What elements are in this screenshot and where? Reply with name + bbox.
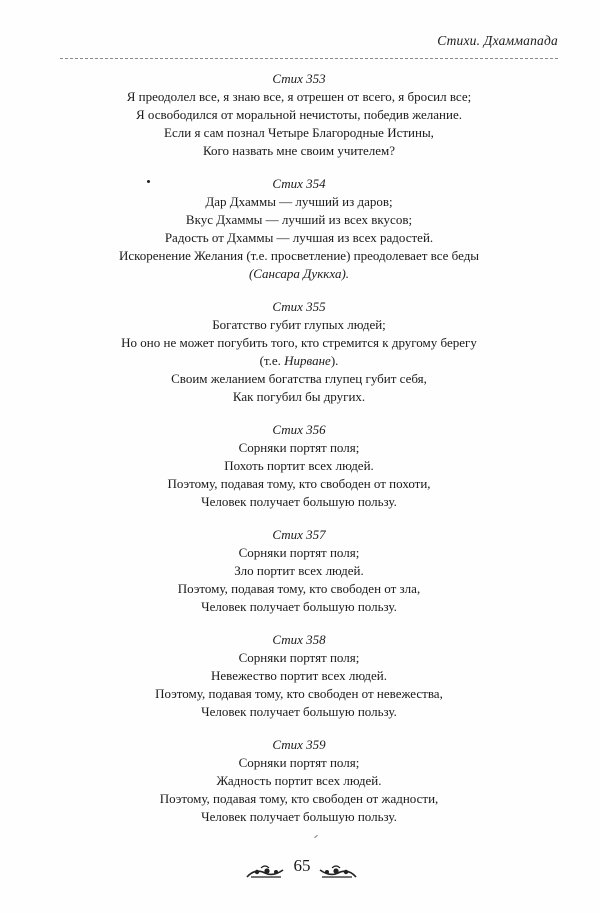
verse-355 (40, 298, 558, 406)
verse-line (40, 265, 558, 283)
verse-title: Стих 353 (272, 71, 326, 86)
verse-359 (40, 736, 558, 826)
verse-line: Сорняки портят поля; (238, 755, 360, 770)
verses-container (40, 70, 558, 841)
italic-term: (Сансара Дуккха). (248, 266, 350, 281)
verse-line: Дар Дхаммы — лучший из даров; (205, 194, 393, 209)
verse-title: Стих 357 (272, 527, 326, 542)
verse-line: Зло портит всех людей. (234, 563, 364, 578)
verse-line: Кого назвать мне своим учителем? (202, 143, 396, 158)
italic-term: Нирване (284, 353, 331, 368)
verse-line: Поэтому, подавая тому, кто свободен от зла, (177, 581, 421, 596)
verse-line: Человек получает большую пользу. (201, 809, 397, 824)
verse-line: Если я сам познал Четыре Благородные Истины, (164, 125, 434, 140)
paren-prefix: (т.е. (259, 353, 285, 368)
verse-line (40, 352, 558, 370)
verse-title: Стих 354 (272, 176, 326, 191)
verse-358 (40, 631, 558, 721)
verse-356 (40, 421, 558, 511)
verse-title: Стих 356 (272, 422, 326, 437)
paren-suffix: ). (330, 353, 339, 368)
verse-line: Поэтому, подавая тому, кто свободен от похоти, (167, 476, 431, 491)
verse-title: Стих 359 (272, 737, 326, 752)
verse-line: Поэтому, подавая тому, кто свободен от жадности, (159, 791, 439, 806)
verse-line: Невежество портит всех людей. (211, 668, 387, 683)
verse-line: Сорняки портят поля; (238, 440, 360, 455)
floral-ornament-icon (245, 864, 285, 880)
verse-line: Искоренение Желания (т.е. просветление) преодолевает все беды (118, 248, 480, 263)
verse-title: Стих 355 (272, 299, 326, 314)
verse-line: Своим желанием богатства глупец губит себя, (171, 371, 427, 386)
verse-line: Я преодолел все, я знаю все, я отрешен от всего, я бросил все; (126, 89, 472, 104)
header-rule (60, 58, 558, 59)
verse-353 (40, 70, 558, 160)
verse-line: Похоть портит всех людей. (224, 458, 374, 473)
verse-354 (40, 175, 558, 283)
verse-line: Радость от Дхаммы — лучшая из всех радостей. (164, 230, 434, 245)
verse-title: Стих 358 (272, 632, 326, 647)
verse-line: Человек получает большую пользу. (201, 494, 397, 509)
verse-line: Человек получает большую пользу. (201, 704, 397, 719)
verse-line: Вкус Дхаммы — лучший из всех вкусов; (185, 212, 413, 227)
page-footer (0, 856, 600, 886)
verse-line: Жадность портит всех людей. (216, 773, 382, 788)
verse-line: Поэтому, подавая тому, кто свободен от невежества, (155, 686, 443, 701)
verse-line: Сорняки портят поля; (238, 545, 360, 560)
running-header: Стихи. Дхаммапада (437, 33, 558, 48)
verse-line: Как погубил бы других. (232, 389, 366, 404)
page-number: 65 (293, 856, 311, 875)
verse-line: Человек получает большую пользу. (201, 599, 397, 614)
verse-line: Богатство губит глупых людей; (212, 317, 386, 332)
verse-357 (40, 526, 558, 616)
verse-line: Я освободился от моральной нечистоты, победив желание. (136, 107, 462, 122)
ink-dot (147, 180, 150, 183)
floral-ornament-icon (318, 864, 358, 880)
verse-line: Сорняки портят поля; (238, 650, 360, 665)
verse-line: Но оно не может погубить того, кто стремится к другому берегу (121, 335, 477, 350)
